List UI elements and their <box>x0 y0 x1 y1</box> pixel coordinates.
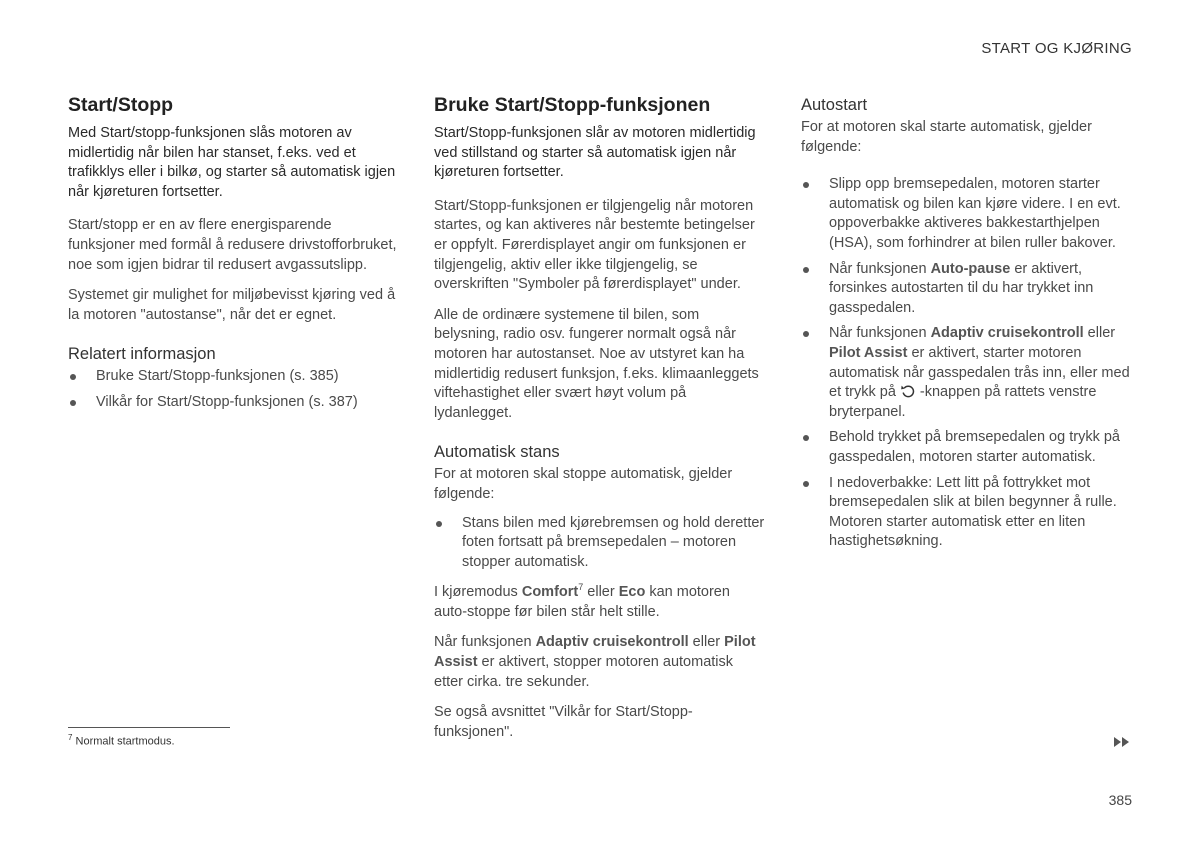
bullet-icon <box>803 331 809 337</box>
paragraph: Start/Stopp-funksjonen er tilgjengelig når motoren startes, og kan aktiveres når bestemte betingelser er oppfylt. Førerdisplayet angir om funksjonen er tilgjengelig, aktiv eller ikke tilgjengelig, se overskriften "Symboler på førerdisplayet" under. <box>434 197 755 293</box>
footnote-ref: 7 <box>578 582 584 593</box>
footnote: $^7$ Normalt startmodus. <box>68 733 175 748</box>
column-autostart <box>801 92 1133 563</box>
bullet-icon <box>803 267 809 273</box>
paragraph: Systemet gir mulighet for miljøbevisst kjøring ved å la motoren "autostanse", når det er egnet. <box>68 287 396 323</box>
list-item: Slipp opp bremsepedalen, motoren starter automatisk og bilen kan kjøre videre. I en evt. oppoverbakke aktiveres bakkestarthjelpen (HSA), som forhindrer at bilen ruller bakover. <box>801 175 1133 253</box>
list-item: Stans bilen med kjørebremsen og hold deretter foten fortsatt på bremsepedalen – motoren stopper automatisk. <box>434 514 766 573</box>
list-item: Når funksjonen Adaptiv cruisekontroll eller Pilot Assist er aktivert, starter motoren automatisk når gasspedalen trås inn, eller med et trykk på -knappen på rattets venstre bryterpanel. <box>801 324 1133 422</box>
next-page-icon[interactable] <box>1112 736 1132 748</box>
auto-stop-list <box>434 514 766 573</box>
paragraph: For at motoren skal starte automatisk, gjelder følgende: <box>801 119 1092 155</box>
bullet-icon <box>70 374 76 380</box>
bullet-icon <box>803 182 809 188</box>
list-item: Når funksjonen Auto-pause er aktivert, forsinkes autostarten til du har trykket inn gasspedalen. <box>801 260 1133 319</box>
paragraph-cruise: Når funksjonen Adaptiv cruisekontroll eller Pilot Assist er aktivert, stopper motoren automatisk etter cirka. tre sekunder. <box>434 634 756 690</box>
intro-paragraph: Start/Stopp-funksjonen slår av motoren midlertidig ved stillstand og starter så automatisk igjen når kjøreturen fortsetter. <box>434 125 756 181</box>
paragraph: Alle de ordinære systemene til bilen, som belysning, radio osv. fungerer normalt også når motoren har autostanset. Noe av utstyret kan ha midlertidig redusert funksjon, f.eks. klimaanleggets viftehastighet eller svært høyt volum på lydanlegget. <box>434 306 759 421</box>
resume-button-icon <box>900 383 916 399</box>
heading-automatisk-stans: Automatisk stans <box>434 443 560 462</box>
bullet-icon <box>803 435 809 441</box>
autostart-list <box>801 175 1133 552</box>
list-item: I nedoverbakke: Lett litt på fottrykket mot bremsepedalen slik at bilen begynner å rulle. Motoren starter automatisk etter en liten hastighetsøkning. <box>801 474 1133 552</box>
heading-start-stopp: Start/Stopp <box>68 94 174 116</box>
paragraph: Start/stopp er en av flere energisparende funksjoner med formål å redusere drivstofforbruket, noe som igjen bidrar til redusert avgassutslipp. <box>68 217 397 273</box>
related-link[interactable]: Bruke Start/Stopp-funksjonen (s. 385) <box>68 367 398 387</box>
bullet-icon <box>70 400 76 406</box>
paragraph: Se også avsnittet "Vilkår for Start/Stopp-funksjonen". <box>434 704 693 740</box>
related-link[interactable]: Vilkår for Start/Stopp-funksjonen (s. 387) <box>68 393 398 413</box>
heading-related-info: Relatert informasjon <box>68 345 216 364</box>
term-pilot-assist: Pilot Assist <box>434 634 756 671</box>
list-item: Behold trykket på bremsepedalen og trykk på gasspedalen, motoren starter automatisk. <box>801 428 1133 467</box>
paragraph: For at motoren skal stoppe automatisk, gjelder følgende: <box>434 466 733 502</box>
footnote-divider <box>68 727 230 728</box>
column-start-stopp <box>68 92 398 424</box>
related-links-list <box>68 367 398 412</box>
bullet-icon <box>436 521 442 527</box>
term-comfort: Comfort <box>521 584 579 601</box>
paragraph-kjoremodus: I kjøremodus Comfort$^7$ eller Eco kan motoren auto-stoppe før bilen står helt stille. <box>434 582 730 620</box>
term-pilot-assist: Pilot Assist <box>829 344 908 361</box>
bullet-icon <box>803 481 809 487</box>
intro-paragraph: Med Start/stopp-funksjonen slås motoren av midlertidig når bilen har stanset, f.eks. ved et trafikklys eller i bilkø, og starter så automatisk igjen når kjøreturen fortsetter. <box>68 125 396 200</box>
term-adaptiv-cruisekontroll: Adaptiv cruisekontroll <box>535 634 689 651</box>
term-eco: Eco <box>618 584 646 601</box>
column-bruke-start-stopp <box>434 92 766 753</box>
term-auto-pause: Auto-pause <box>930 260 1011 277</box>
heading-bruke-start-stopp: Bruke Start/Stopp-funksjonen <box>434 94 711 116</box>
term-adaptiv-cruisekontroll: Adaptiv cruisekontroll <box>930 325 1084 342</box>
page-number: 385 <box>1108 792 1132 808</box>
section-title: START OG KJØRING <box>981 40 1132 57</box>
heading-autostart: Autostart <box>801 96 868 114</box>
